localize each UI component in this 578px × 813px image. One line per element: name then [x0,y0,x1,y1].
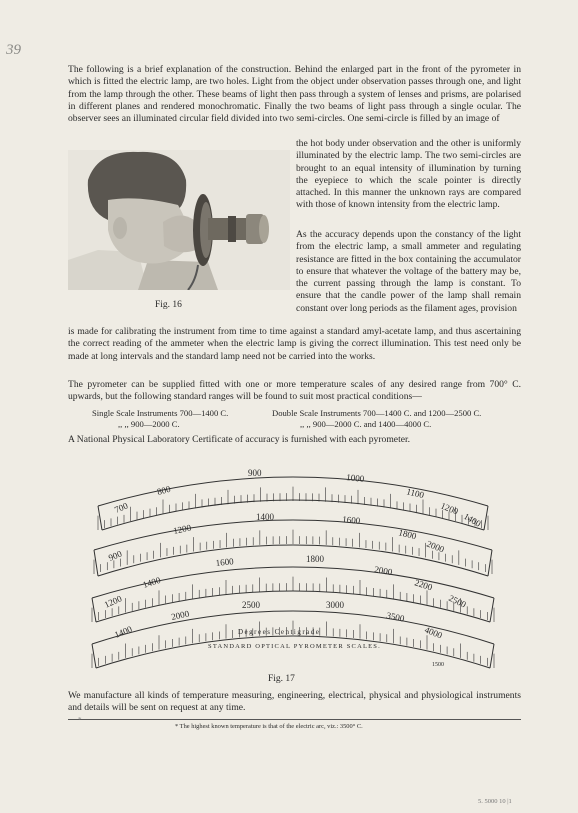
arc1-label: 1000 [345,472,365,484]
arc1-label: 700 [113,500,130,515]
paragraph-construction: The following is a brief explanation of the construction. Behind the enlarged part in the front of the pyrometer in which is fitted the electric lamp, are two holes. Light from the object under observation passes through one, and light from the lamp through the other. These beams of light then pass through a system of lenses and prisms, are polarised in different planes and rendered monochromatic. Finally the two beams of light pass through a single ocular. The observer sees an illuminated circular field divided into two semi-circles. One semi-circle is filled by an image of [68,64,521,125]
arc1-label: 1100 [405,486,426,501]
arc2-label: 900 [107,548,124,563]
arc3-label: 2200 [413,577,434,593]
arc3-label: 2000 [373,564,394,578]
paragraph-certificate: A National Physical Laboratory Certificate of accuracy is furnished with each pyrometer. [68,434,411,445]
arc3-label: 1800 [306,554,324,564]
arc4-label: 2500 [242,600,260,610]
arc1-label: 1200 [439,500,460,517]
print-code: 5. 5000 10 |1 [478,798,512,805]
pyrometer-user-photo [68,150,290,290]
arc4-label: 4000 [423,624,444,641]
arc1-label: 1400 [462,511,483,529]
mark-1500: 1500 [432,662,444,668]
fig17-caption: Fig. 17 [268,674,295,684]
footnote: * The highest known temperature is that of the electric arc, viz.: 3500° C. [175,723,363,730]
footnote-rule [68,719,521,720]
fig16-caption: Fig. 16 [155,300,182,310]
arc4-label: 3500 [385,610,406,624]
range-double-1: Double Scale Instruments 700—1400 C. and 1200—2500 C. [272,408,482,418]
arc1-label: 900 [248,468,262,478]
arc1-label: 800 [155,483,172,497]
arc2-label: 1400 [256,512,274,522]
arc4-label: 3000 [326,600,344,610]
arc2-label: 1800 [397,527,418,542]
page-mark: 39 [6,42,21,58]
arc2-label: 1600 [341,514,361,526]
scales-label: STANDARD OPTICAL PYROMETER SCALES. [208,643,381,650]
arc3-label: 2500 [447,592,468,610]
paragraph-construction-continued: the hot body under observation and the other is uniformly illuminated by the electric lamp. The two semi-circles are brought to an equal intensity of illumination by turning the eyepiece to which the scale pointer is directly attached. In this manner the unknown rays are compared with those of known intensity from the electric lamp. [296,138,521,211]
arc2-label: 1200 [172,522,193,536]
arc4-label: 1400 [113,623,134,640]
paragraph-scales: The pyrometer can be supplied fitted with one or more temperature scales of any desired range from 700° C. upwards, but the following standard ranges will be found to suit most practical conditions— [68,379,521,403]
pyrometer-scales-figure [88,458,508,670]
degrees-label: Degrees Centigrade [238,628,321,636]
arc3-label: 1400 [141,574,162,590]
range-double-2: ,, ,, 900—2000 C. and 1400—4000 C. [300,419,432,429]
range-single-2: ,, ,, 900—2000 C. [118,419,180,429]
arc3-label: 1200 [102,593,124,610]
range-single-1: Single Scale Instruments 700—1400 C. [92,408,229,418]
paragraph-accuracy-continued: is made for calibrating the instrument from time to time against a standard amyl-acetate lamp, and thus ascertaining the correct reading of the ammeter when the electric lamp is giving the correct illumination. This test need only be made at long intervals and the standard lamp need not be carried into the works. [68,326,521,362]
arc2-label: 2000 [425,538,446,555]
arc4-label: 2000 [170,608,191,622]
arc3-label: 1600 [215,556,235,568]
paragraph-manufacture: We manufacture all kinds of temperature measuring, engineering, electrical, physical and physiological instruments and details will be sent on request at any time. [68,690,521,714]
footnote-mark: * [78,716,82,724]
paragraph-accuracy: As the accuracy depends upon the constancy of the light from the electric lamp, a small ammeter and regulating resistance are fitted in the box containing the accumulator to ensure that whatever the voltage of the battery may be, the current passing through the lamp is constant. To ensure that the candle power of the lamp shall remain constant over long periods as the filament ages, provision [296,229,521,314]
